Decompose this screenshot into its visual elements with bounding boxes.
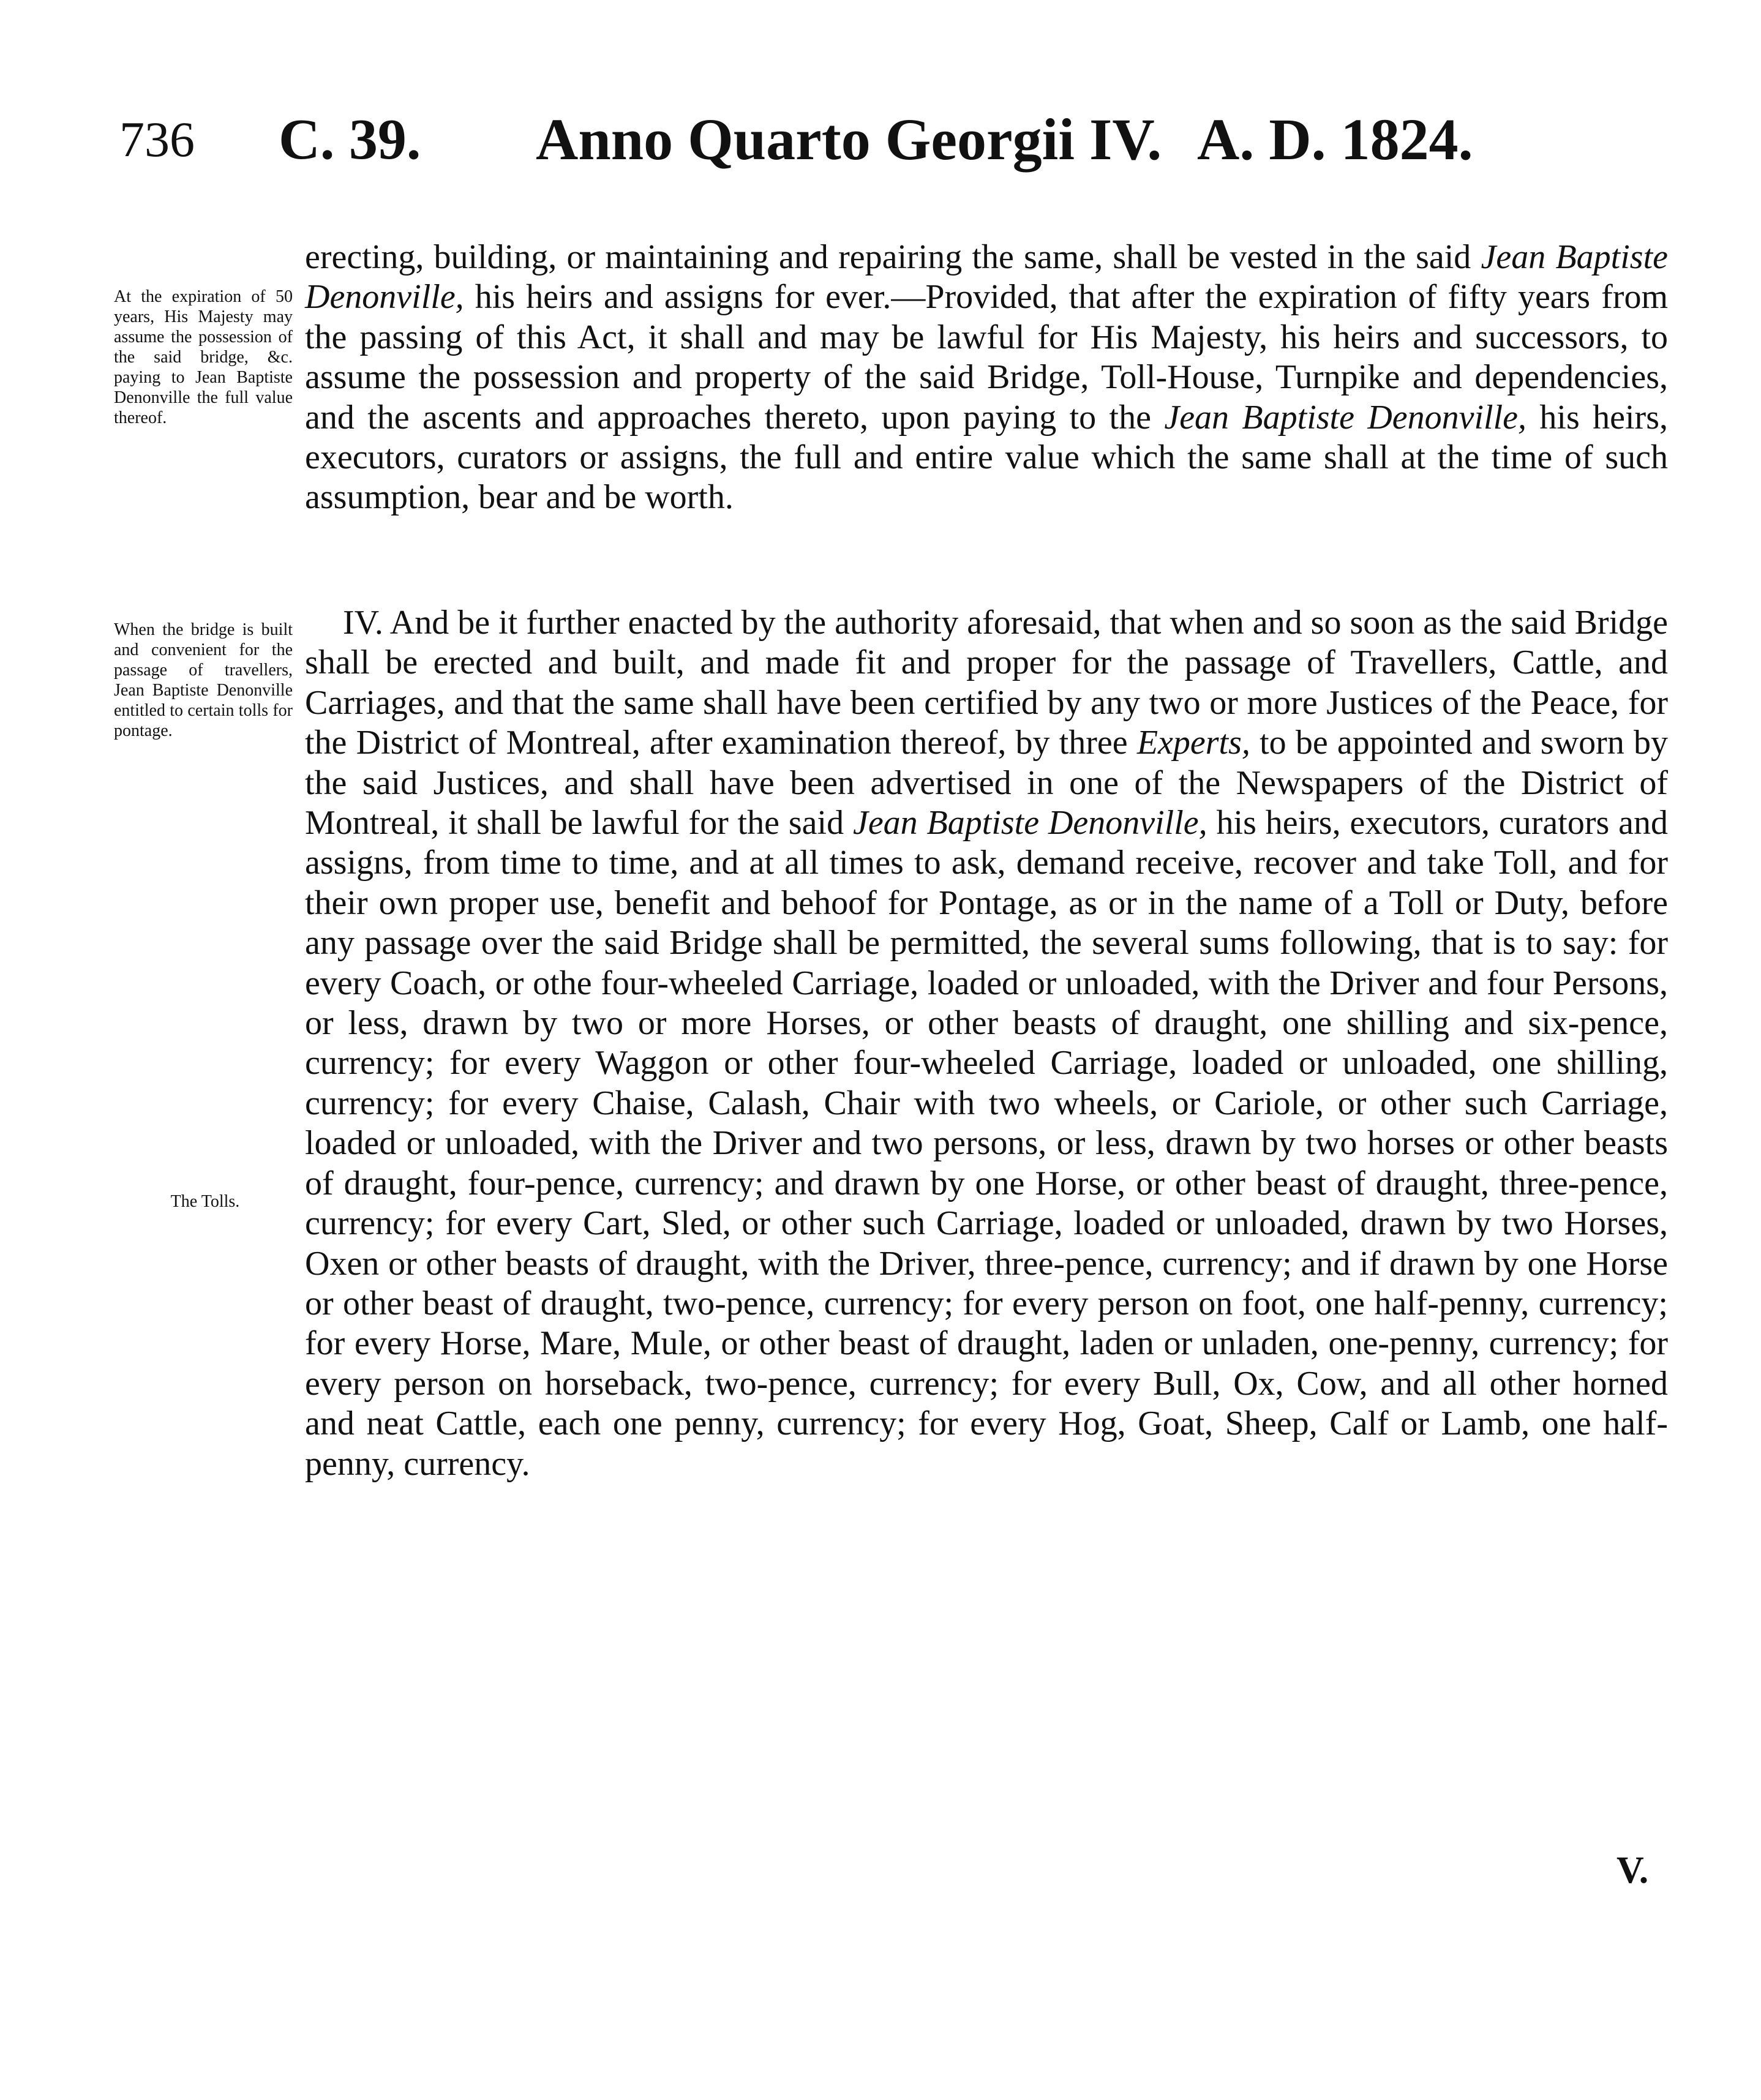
experts-term: Experts,	[1136, 724, 1250, 762]
section-iv-paragraph	[305, 603, 1668, 1484]
marginal-note-expiration: At the expiration of 50 years, His Majesty may assume the possession of the said bridge, &c. paying to Jean Baptiste Denonville the full value thereof.	[114, 287, 293, 427]
section-number: IV.	[343, 604, 383, 642]
text-run: erecting, building, or maintaining and repairing the same, shall be vested in the said	[305, 238, 1481, 276]
marginal-note-the-tolls: The Tolls.	[170, 1192, 240, 1211]
proper-name: Jean Baptiste Denonville,	[305, 238, 1668, 317]
statute-title: Anno Quarto Georgii IV.	[536, 107, 1162, 172]
text-run: his heirs, executors, curators or assigns, the full and entire value which the same shall at the time of such assumption, bear and be worth.	[305, 398, 1668, 517]
paragraph-continuation	[305, 238, 1668, 518]
statute-year: A. D. 1824.	[1197, 107, 1473, 172]
text-run: his heirs, executors, curators and assigns, from time to time, and at all times to ask, demand receive, recover and take Toll, and for their own proper use, benefit and behoof for Pontage, as or in the name of a Toll or Duty, before any passage over the said Bridge shall be permitted, the several sums following, that is to say: for every Coach, or othe four-wheeled Carriage, loaded or unloaded, with the Driver and four Persons, or less, drawn by two or more Horses, or other beasts of draught, one shilling and six-pence, currency; for every Waggon or other four-wheeled Carriage, loaded or unloaded, one shilling, currency; for every Chaise, Calash, Chair with two wheels, or Cariole, or other such Carriage, loaded or unloaded, with the Driver and two persons, or less, drawn by two horses or other beasts of draught, four-pence, currency; and drawn by one Horse, or other beast of draught, three-pence, currency; for every Cart, Sled, or other such Carriage, loaded or unloaded, drawn by two Horses, Oxen or other beasts of draught, with the Driver, three-pence, currency; and if drawn by one Horse or other beast of draught, two-pence, currency; for every person on foot, one half-penny, currency; for every Horse, Mare, Mule, or other beast of draught, laden or unladen, one-penny, currency; for every person on horseback, two-pence, currency; for every Bull, Ox, Cow, and all other horned and neat Cattle, each one penny, currency; for every Hog, Goat, Sheep, Calf or Lamb, one half-penny, currency.	[305, 804, 1668, 1483]
page-number: 736	[119, 111, 195, 167]
chapter-number: C. 39.	[279, 108, 421, 171]
text-run: to be appointed and sworn by the said Justices, and shall have been advertised in one of the Newspapers of the District of Montreal, it shall be lawful for the said	[305, 724, 1669, 842]
marginal-note-tolls-entitlement: When the bridge is built and convenient for the passage of travellers, Jean Baptiste Denonville entitled to certain tolls for pontage.	[114, 620, 293, 740]
running-head	[119, 103, 1675, 176]
text-run: his heirs and assigns for ever.—Provided, that after the expiration of fifty years from the passing of this Act, it shall and may be lawful for His Majesty, his heirs and successors, to assume the possession and property of the said Bridge, Toll-House, Turnpike and dependencies, and the ascents and approaches thereto, upon paying to the	[305, 278, 1668, 437]
proper-name: Jean Baptiste Denonville,	[1164, 398, 1527, 437]
proper-name: Jean Baptiste Denonville,	[852, 804, 1207, 842]
text-run: And be it further enacted by the authority aforesaid, that when and so soon as the said Bridge shall be erected and built, and made fit and proper for the passage of Travellers, Cattle, and Carriages, and that the same shall have been certified by any two or more Justices of the Peace, for the District of Montreal, after examination thereof, by three	[305, 604, 1668, 762]
catchword: V.	[1616, 1850, 1649, 1891]
